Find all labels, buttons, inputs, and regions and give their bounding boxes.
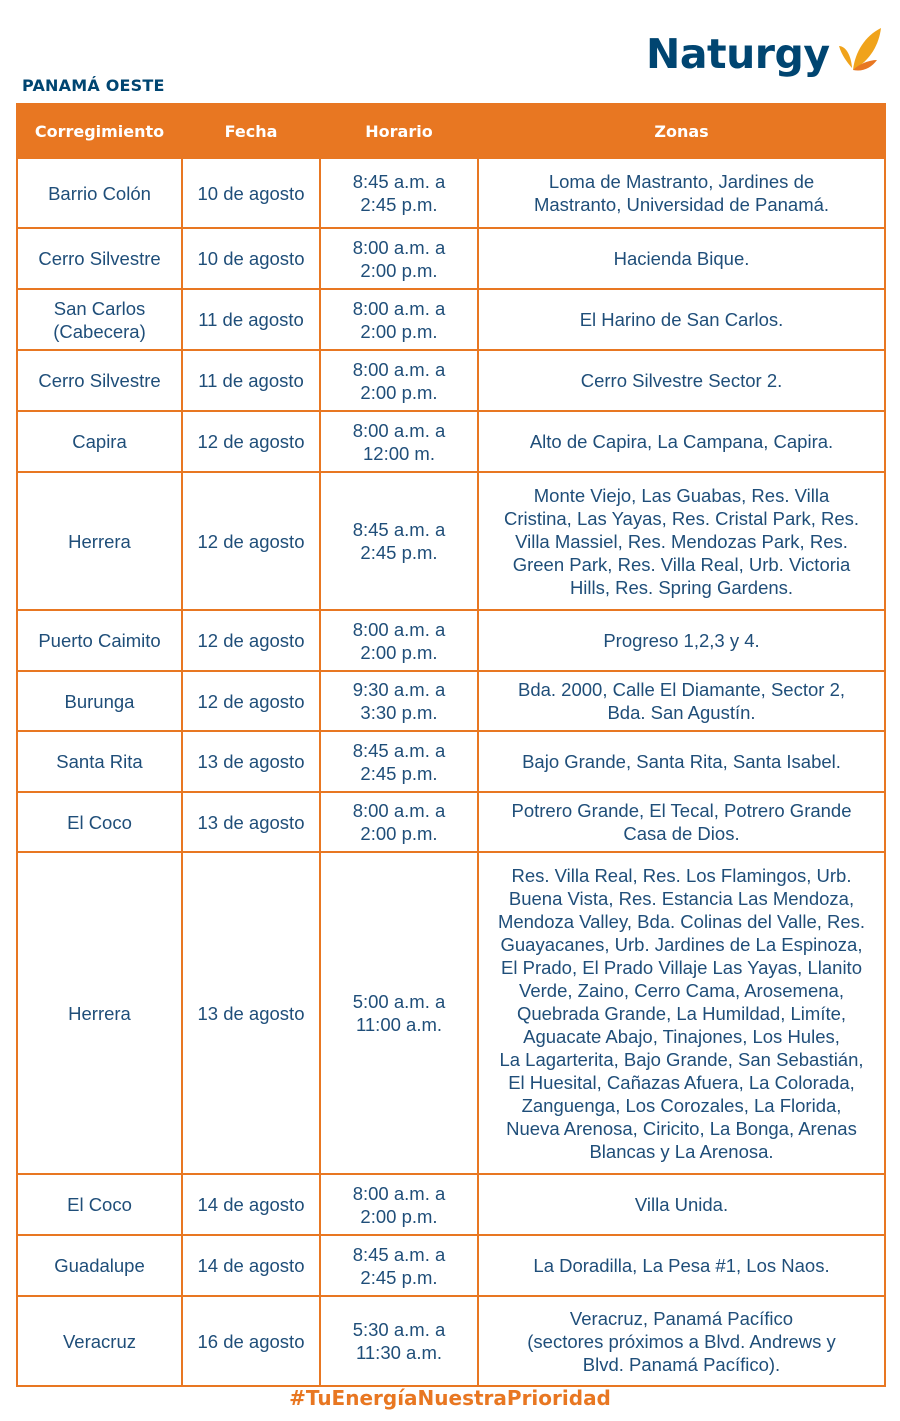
cell-zonas: Res. Villa Real, Res. Los Flamingos, Urb. Buena Vista, Res. Estancia Las Mendoza, Mendoza Valley, Bda. Colinas del Valle, Res. Guayacanes, Urb. Jardines de La Espinoza, El Prado, El Prado Villaje Las Yayas, Llanito Verde, Zaino, Cerro Cama, Arosemena, Quebrada Grande, La Humildad, Limíte, Aguacate Abajo, Tinajones, Los Hules, La Lagarterita, Bajo Grande, San Sebastián, El Huesital, Cañazas Afuera, La Colorada, Zanguenga, Los Corozales, La Florida, Nueva Arenosa, Ciricito, La Bonga, Arenas Blancas y La Arenosa. xyxy=(478,852,885,1174)
cell-corregimiento: Capira xyxy=(17,411,182,472)
cell-fecha: 13 de agosto xyxy=(182,792,320,852)
cell-corregimiento: Santa Rita xyxy=(17,731,182,792)
header-corregimiento: Corregimiento xyxy=(17,104,182,158)
table-row xyxy=(17,852,885,1174)
cell-zonas: Hacienda Bique. xyxy=(478,228,885,289)
cell-fecha: 14 de agosto xyxy=(182,1235,320,1296)
cell-zonas: Bajo Grande, Santa Rita, Santa Isabel. xyxy=(478,731,885,792)
cell-corregimiento: Cerro Silvestre xyxy=(17,228,182,289)
logo-wordmark: Naturgy xyxy=(646,30,830,78)
header-fecha: Fecha xyxy=(182,104,320,158)
cell-horario: 8:00 a.m. a 2:00 p.m. xyxy=(320,228,478,289)
cell-corregimiento: Guadalupe xyxy=(17,1235,182,1296)
cell-horario: 8:00 a.m. a 2:00 p.m. xyxy=(320,610,478,671)
cell-corregimiento: Puerto Caimito xyxy=(17,610,182,671)
cell-corregimiento: Cerro Silvestre xyxy=(17,350,182,411)
cell-fecha: 12 de agosto xyxy=(182,671,320,731)
region-title: PANAMÁ OESTE xyxy=(22,76,165,95)
table-row xyxy=(17,228,885,289)
cell-fecha: 11 de agosto xyxy=(182,289,320,350)
cell-fecha: 14 de agosto xyxy=(182,1174,320,1235)
table-row xyxy=(17,792,885,852)
schedule-table xyxy=(16,103,886,1387)
cell-corregimiento: Herrera xyxy=(17,852,182,1174)
table-row xyxy=(17,671,885,731)
cell-corregimiento: Veracruz xyxy=(17,1296,182,1386)
cell-horario: 8:00 a.m. a 2:00 p.m. xyxy=(320,792,478,852)
table-row xyxy=(17,472,885,610)
cell-zonas: Loma de Mastranto, Jardines de Mastranto, Universidad de Panamá. xyxy=(478,158,885,228)
cell-corregimiento: El Coco xyxy=(17,1174,182,1235)
cell-zonas: Bda. 2000, Calle El Diamante, Sector 2, Bda. San Agustín. xyxy=(478,671,885,731)
table-row xyxy=(17,1235,885,1296)
cell-horario: 8:00 a.m. a 2:00 p.m. xyxy=(320,350,478,411)
cell-fecha: 10 de agosto xyxy=(182,228,320,289)
cell-horario: 8:00 a.m. a 2:00 p.m. xyxy=(320,289,478,350)
cell-zonas: Progreso 1,2,3 y 4. xyxy=(478,610,885,671)
cell-zonas: La Doradilla, La Pesa #1, Los Naos. xyxy=(478,1235,885,1296)
table-row xyxy=(17,158,885,228)
table-header-row xyxy=(17,104,885,158)
table-row xyxy=(17,289,885,350)
cell-zonas: Veracruz, Panamá Pacífico (sectores próximos a Blvd. Andrews y Blvd. Panamá Pacífico). xyxy=(478,1296,885,1386)
cell-fecha: 13 de agosto xyxy=(182,731,320,792)
cell-horario: 9:30 a.m. a 3:30 p.m. xyxy=(320,671,478,731)
cell-fecha: 10 de agosto xyxy=(182,158,320,228)
cell-corregimiento: San Carlos (Cabecera) xyxy=(17,289,182,350)
cell-corregimiento: Burunga xyxy=(17,671,182,731)
cell-zonas: El Harino de San Carlos. xyxy=(478,289,885,350)
header-horario: Horario xyxy=(320,104,478,158)
header-zonas: Zonas xyxy=(478,104,885,158)
cell-fecha: 12 de agosto xyxy=(182,411,320,472)
cell-horario: 8:00 a.m. a 2:00 p.m. xyxy=(320,1174,478,1235)
naturgy-logo xyxy=(646,24,886,86)
table-row xyxy=(17,1296,885,1386)
butterfly-icon xyxy=(835,24,883,88)
cell-fecha: 12 de agosto xyxy=(182,610,320,671)
cell-zonas: Villa Unida. xyxy=(478,1174,885,1235)
cell-horario: 8:45 a.m. a 2:45 p.m. xyxy=(320,1235,478,1296)
cell-corregimiento: Herrera xyxy=(17,472,182,610)
table-row xyxy=(17,350,885,411)
cell-fecha: 16 de agosto xyxy=(182,1296,320,1386)
cell-horario: 5:00 a.m. a 11:00 a.m. xyxy=(320,852,478,1174)
hashtag: #TuEnergíaNuestraPrioridad xyxy=(289,1386,611,1410)
cell-horario: 5:30 a.m. a 11:30 a.m. xyxy=(320,1296,478,1386)
cell-fecha: 13 de agosto xyxy=(182,852,320,1174)
table-row xyxy=(17,731,885,792)
cell-fecha: 12 de agosto xyxy=(182,472,320,610)
cell-zonas: Monte Viejo, Las Guabas, Res. Villa Cristina, Las Yayas, Res. Cristal Park, Res. Villa Massiel, Res. Mendozas Park, Res. Green Park, Res. Villa Real, Urb. Victoria Hills, Res. Spring Gardens. xyxy=(478,472,885,610)
cell-zonas: Alto de Capira, La Campana, Capira. xyxy=(478,411,885,472)
cell-horario: 8:45 a.m. a 2:45 p.m. xyxy=(320,472,478,610)
cell-corregimiento: Barrio Colón xyxy=(17,158,182,228)
cell-horario: 8:45 a.m. a 2:45 p.m. xyxy=(320,731,478,792)
table-row xyxy=(17,1174,885,1235)
table-row xyxy=(17,411,885,472)
cell-horario: 8:45 a.m. a 2:45 p.m. xyxy=(320,158,478,228)
cell-zonas: Cerro Silvestre Sector 2. xyxy=(478,350,885,411)
cell-zonas: Potrero Grande, El Tecal, Potrero Grande Casa de Dios. xyxy=(478,792,885,852)
cell-fecha: 11 de agosto xyxy=(182,350,320,411)
table-row xyxy=(17,610,885,671)
cell-horario: 8:00 a.m. a 12:00 m. xyxy=(320,411,478,472)
cell-corregimiento: El Coco xyxy=(17,792,182,852)
